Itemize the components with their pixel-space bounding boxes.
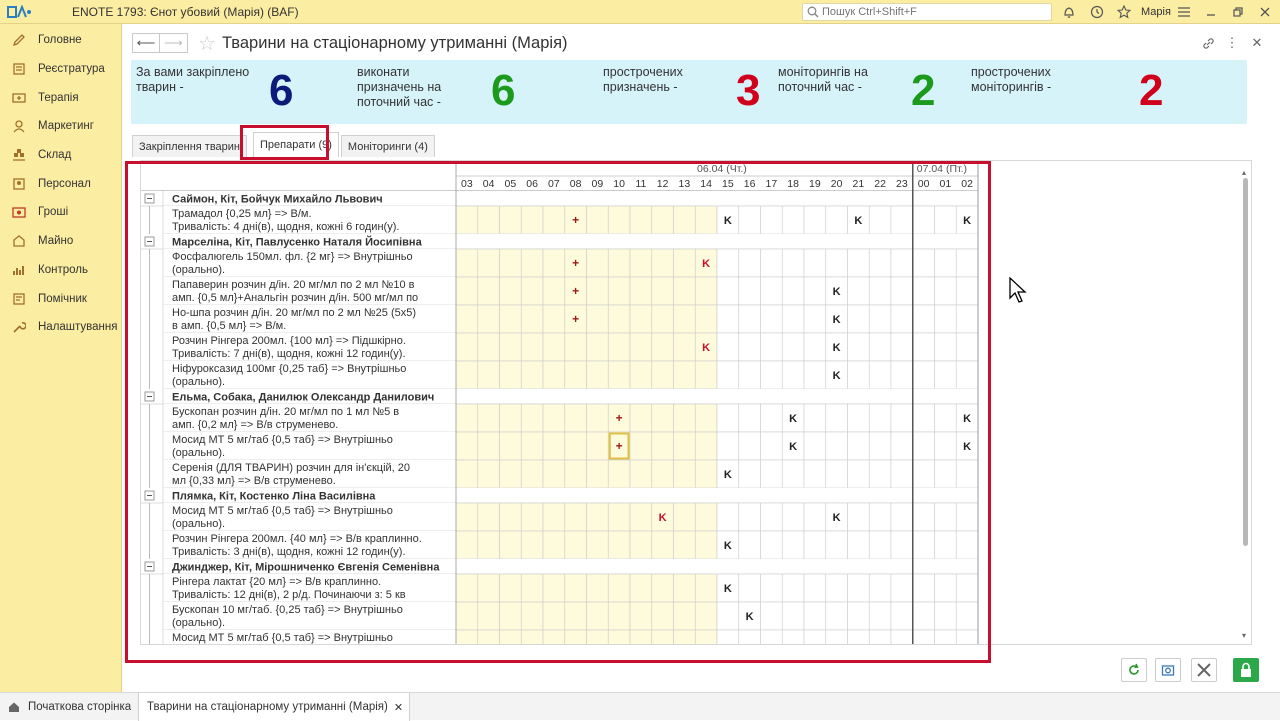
drug-line-1: Розчин Рінгера 200мл. {40 мл} => В/в краплинно. xyxy=(172,533,422,545)
drug-line-1: Папаверин розчин д/ін. 20 мг/мл по 2 мл №10 в xyxy=(172,279,415,291)
drug-line-2: амп. {0,2 мл} => В/в струменево. xyxy=(172,419,339,431)
drug-line-1: Рінгера лактат {20 мл} => В/в краплинно. xyxy=(172,576,382,588)
chart-icon xyxy=(12,263,26,277)
plus-mark: + xyxy=(615,411,623,425)
close-tab-icon[interactable]: ✕ xyxy=(393,701,404,714)
done-mark: K xyxy=(832,286,841,298)
sidebar-item-label: Маркетинг xyxy=(38,120,94,133)
sidebar-item-assistant[interactable] xyxy=(0,284,121,313)
stat-value-monitorings: 2 xyxy=(911,66,936,115)
mouse-cursor-icon xyxy=(1009,277,1029,308)
drug-line-1: Розчин Рінгера 200мл. {100 мл} => Підшкірно. xyxy=(172,335,406,347)
link-icon[interactable] xyxy=(1200,35,1216,51)
sidebar-item-money[interactable] xyxy=(0,198,121,227)
tools-icon xyxy=(1196,662,1212,678)
drug-line-2: (орально). xyxy=(172,518,226,530)
done-mark: K xyxy=(789,413,798,425)
done-mark: K xyxy=(963,215,972,227)
hour-header: 18 xyxy=(787,178,799,190)
more-options-icon[interactable]: ⋮ xyxy=(1225,35,1239,50)
favorite-star-icon[interactable]: ☆ xyxy=(198,32,216,55)
done-mark: K xyxy=(723,583,732,595)
drug-line-2: амп. {0,5 мл}+Анальгін розчин д/ін. 500 мг/мл по xyxy=(172,292,419,304)
hour-header: 12 xyxy=(656,178,669,190)
done-mark: K xyxy=(963,441,972,453)
group-name: Плямка, Кіт, Костенко Ліна Василівна xyxy=(172,490,376,503)
drug-line-1: Серенія (ДЛЯ ТВАРИН) розчин для ін'єкцій, 20 xyxy=(172,462,411,474)
hour-header: 14 xyxy=(700,178,712,190)
search-icon xyxy=(807,6,819,18)
done-mark: K xyxy=(832,342,841,354)
hour-header: 00 xyxy=(917,178,930,190)
sidebar-item-label: Персонал xyxy=(38,177,91,190)
drug-line-2: Тривалість: 7 дні(в), щодня, кожні 12 годин(у). xyxy=(172,348,406,360)
drug-line-2: (орально). xyxy=(172,264,226,276)
done-mark: K xyxy=(723,469,732,481)
hour-header: 04 xyxy=(482,178,495,190)
camera-icon xyxy=(1161,663,1175,677)
grid-highlight-frame xyxy=(125,161,991,663)
done-mark: K xyxy=(832,512,841,524)
done-mark: K xyxy=(723,215,732,227)
tab-monitorings[interactable]: Моніторинги (4) xyxy=(341,135,435,157)
minimize-icon[interactable] xyxy=(1202,3,1220,21)
hour-header: 11 xyxy=(635,178,647,190)
menu-icon[interactable] xyxy=(1175,3,1193,21)
current-page-label: Тварини на стаціонарному утриманні (Марія) xyxy=(147,701,388,713)
plus-mark: + xyxy=(572,312,580,326)
stat-label-monitorings: моніторингів на поточний час - xyxy=(778,65,868,94)
stat-value-todo: 6 xyxy=(491,66,516,115)
staff-icon xyxy=(12,177,26,191)
hour-header: 21 xyxy=(852,178,865,190)
plus-mark: + xyxy=(572,256,580,270)
hour-header: 23 xyxy=(896,178,908,190)
hour-header: 17 xyxy=(765,178,778,190)
close-page-icon[interactable]: ✕ xyxy=(1251,35,1263,50)
sidebar-item-label: Склад xyxy=(38,149,72,162)
history-icon[interactable] xyxy=(1088,3,1106,21)
assistant-icon xyxy=(12,292,26,306)
stat-label-assigned: За вами закріплено тварин - xyxy=(136,65,250,94)
done-mark: K xyxy=(723,540,732,552)
home-page-label: Початкова сторінка xyxy=(28,701,132,713)
sidebar-item-label: Терапія xyxy=(38,91,79,104)
done-mark: K xyxy=(789,441,798,453)
drug-line-1: Мосид МТ 5 мг/таб {0,5 таб} => Внутрішньо xyxy=(172,632,393,644)
drug-line-1: Мосид МТ 5 мг/таб {0,5 таб} => Внутрішньо xyxy=(172,434,393,446)
home-icon xyxy=(8,701,20,713)
done-mark: K xyxy=(963,413,972,425)
refresh-button[interactable] xyxy=(1121,658,1147,682)
grid-scrollbar[interactable] xyxy=(1240,168,1250,643)
drug-line-1: Ніфуроксазид 100мг {0,25 таб} => Внутрішньо xyxy=(172,363,407,375)
stat-value-overdue-monitorings: 2 xyxy=(1139,66,1164,115)
refresh-icon xyxy=(1127,663,1141,677)
stat-label-overdue: прострочених призначень - xyxy=(603,65,683,94)
overdue-mark: K xyxy=(702,258,711,270)
group-name: Джинджер, Кіт, Мірошниченко Євгенія Семенівна xyxy=(172,561,440,574)
hour-header: 09 xyxy=(591,178,604,190)
scrollbar-thumb[interactable] xyxy=(1243,178,1248,546)
overdue-mark: K xyxy=(702,342,711,354)
drug-line-2: мл {0,33 мл} => В/в струменево. xyxy=(172,475,336,487)
stat-label-overdue-monitorings: прострочених моніторингів - xyxy=(971,65,1052,94)
property-icon xyxy=(12,234,26,248)
tools-button[interactable] xyxy=(1191,658,1217,682)
drug-line-1: Но-шпа розчин д/ін. 20 мг/мл по 2 мл №25 (5х5) xyxy=(172,307,417,319)
stats-panel xyxy=(131,60,1247,124)
arrow-left-icon: ⟵ xyxy=(136,35,156,50)
registry-icon xyxy=(12,62,26,76)
app-title: ENOTE 1793: Єнот убовий (Марія) (BAF) xyxy=(72,4,299,19)
hour-header: 13 xyxy=(678,178,691,190)
plus-mark: + xyxy=(572,284,580,298)
sidebar-item-label: Головне xyxy=(38,34,82,47)
plus-mark: + xyxy=(615,439,623,453)
sidebar-item-registry[interactable] xyxy=(0,55,121,84)
sidebar-item-settings[interactable] xyxy=(0,313,121,342)
sidebar xyxy=(0,24,122,692)
sidebar-item-label: Гроші xyxy=(38,206,69,219)
drug-line-2: в амп. {0,5 мл} => В/м. xyxy=(172,320,287,332)
overdue-mark: K xyxy=(658,512,667,524)
hour-header: 10 xyxy=(613,178,625,190)
page-header xyxy=(132,32,568,54)
stat-label-todo: виконати призначень на поточний час - xyxy=(357,65,442,109)
sidebar-item-label: Контроль xyxy=(38,263,88,276)
hour-header: 08 xyxy=(569,178,582,190)
sidebar-item-label: Налаштування xyxy=(38,321,118,334)
global-search[interactable] xyxy=(802,3,1052,21)
bottom-bar xyxy=(0,692,1280,720)
therapy-icon xyxy=(12,91,26,105)
tab-assignment[interactable]: Закріплення тварин xyxy=(132,135,247,157)
lock-button[interactable] xyxy=(1233,658,1259,682)
day-label-2: 07.04 (Пт.) xyxy=(916,163,968,175)
hour-header: 20 xyxy=(830,178,843,190)
back-button[interactable] xyxy=(132,33,160,53)
sidebar-item-staff[interactable] xyxy=(0,169,121,198)
drug-line-1: Фосфалюгель 150мл. фл. {2 мг} => Внутрішньо xyxy=(172,251,413,263)
favorites-star-icon[interactable] xyxy=(1115,3,1133,21)
marketing-icon xyxy=(12,119,26,133)
done-mark: K xyxy=(832,370,841,382)
app-logo-icon[interactable] xyxy=(0,0,38,24)
stat-value-assigned: 6 xyxy=(269,66,294,115)
drug-line-1: Трамадол {0,25 мл} => В/м. xyxy=(172,208,312,220)
drug-line-1: Мосид МТ 5 мг/таб {0,5 таб} => Внутрішньо xyxy=(172,505,393,517)
arrow-right-icon: ⟶ xyxy=(164,35,183,50)
group-name: Марселіна, Кіт, Павлусенко Наталя Йосипівна xyxy=(172,236,422,249)
day-label-1: 06.04 (Чт.) xyxy=(697,163,747,175)
user-name[interactable]: Марія xyxy=(1141,6,1171,18)
warehouse-icon xyxy=(12,148,26,162)
done-mark: K xyxy=(832,314,841,326)
drug-line-2: (орально). xyxy=(172,617,226,629)
hour-header: 05 xyxy=(504,178,517,190)
hour-header: 01 xyxy=(939,178,952,190)
hour-header: 06 xyxy=(526,178,538,190)
sidebar-item-label: Реєстратура xyxy=(38,63,105,76)
done-mark: K xyxy=(854,215,863,227)
tab-highlight-frame xyxy=(240,125,329,160)
group-name: Ельма, Собака, Данилюк Олександр Данилович xyxy=(172,391,435,404)
forward-button[interactable] xyxy=(160,33,188,53)
drug-line-1: Бускопан розчин д/ін. 20 мг/мл по 1 мл №5 в xyxy=(172,406,400,418)
sidebar-item-main[interactable] xyxy=(0,26,121,55)
sidebar-item-label: Майно xyxy=(38,235,74,248)
restore-icon[interactable] xyxy=(1229,3,1247,21)
drug-line-1: Бускопан 10 мг/таб. {0,25 таб} => Внутрішньо xyxy=(172,604,403,616)
sidebar-item-label: Помічник xyxy=(38,292,87,305)
sidebar-item-marketing[interactable] xyxy=(0,112,121,141)
drug-line-2: (орально). xyxy=(172,376,226,388)
sidebar-item-property[interactable] xyxy=(0,227,121,256)
search-input[interactable] xyxy=(822,6,1042,18)
sidebar-item-warehouse[interactable] xyxy=(0,141,121,170)
wrench-icon xyxy=(12,320,26,334)
hour-header: 22 xyxy=(874,178,886,190)
drug-line-2: Тривалість: 12 дні(в), 2 р/д. Починаючи з: 5 кв xyxy=(172,589,406,601)
drug-line-2: Тривалість: 3 дні(в), щодня, кожні 12 годин(у). xyxy=(172,546,406,558)
scroll-up-icon[interactable]: ▴ xyxy=(1242,168,1247,177)
sidebar-item-control[interactable] xyxy=(0,256,121,285)
drug-line-2: (орально). xyxy=(172,447,226,459)
money-icon xyxy=(12,205,26,219)
tab-drugs[interactable]: Препарати (9) xyxy=(253,132,339,157)
top-bar xyxy=(0,0,1280,24)
lock-icon xyxy=(1239,662,1253,678)
stat-value-overdue: 3 xyxy=(736,66,761,115)
group-name: Саймон, Кіт, Бойчук Михайло Львович xyxy=(172,193,383,206)
camera-button[interactable] xyxy=(1155,658,1181,682)
drug-line-2: Тривалість: 4 дні(в), щодня, кожні 6 годин(у). xyxy=(172,221,400,233)
plus-mark: + xyxy=(572,213,580,227)
hour-header: 07 xyxy=(548,178,560,190)
home-page-tab[interactable] xyxy=(8,693,139,721)
hour-header: 19 xyxy=(809,178,821,190)
pencil-icon xyxy=(12,33,26,47)
scroll-down-icon[interactable]: ▾ xyxy=(1242,631,1247,640)
hour-header: 16 xyxy=(743,178,756,190)
sidebar-item-therapy[interactable] xyxy=(0,83,121,112)
hour-header: 02 xyxy=(961,178,973,190)
current-page-tab[interactable] xyxy=(138,693,410,721)
page-title: Тварини на стаціонарному утриманні (Марія) xyxy=(221,33,568,52)
bell-icon[interactable] xyxy=(1060,3,1078,21)
done-mark: K xyxy=(745,611,754,623)
hour-header: 03 xyxy=(461,178,473,190)
hour-header: 15 xyxy=(722,178,734,190)
close-window-icon[interactable] xyxy=(1256,3,1274,21)
